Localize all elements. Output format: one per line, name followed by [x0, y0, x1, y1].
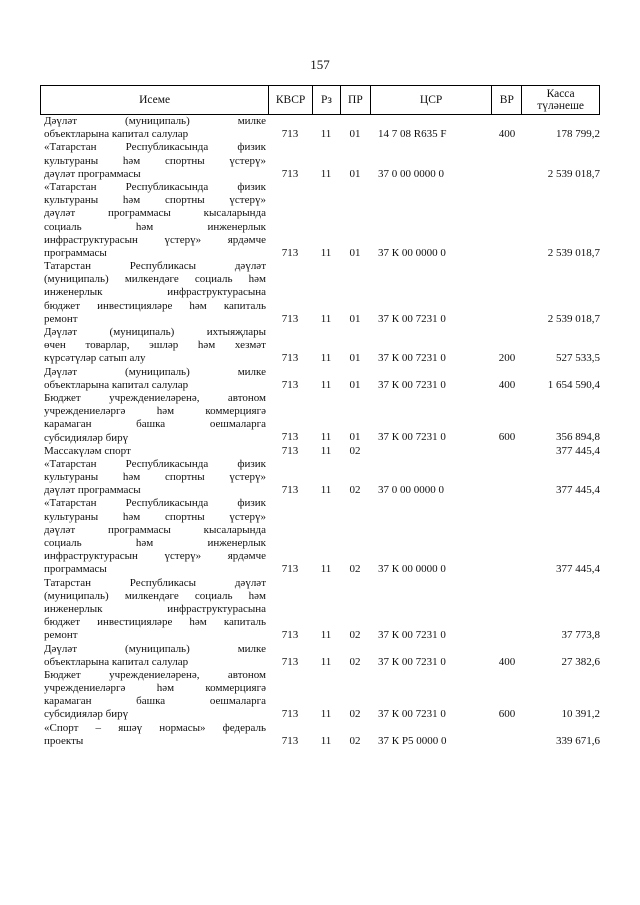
row-name-line: учреждениеләргә һәм коммерциягә — [44, 682, 266, 695]
page-number: 157 — [310, 57, 330, 72]
row-pr: 01 — [349, 431, 361, 444]
row-name — [40, 181, 268, 260]
row-pr: 02 — [349, 629, 361, 642]
table-row — [40, 577, 600, 643]
table-row — [40, 366, 600, 392]
row-name-line: (муниципаль) милкендәге социаль һәм — [44, 273, 266, 286]
row-amount: 339 671,6 — [556, 734, 600, 747]
row-amount: 178 799,2 — [556, 128, 600, 141]
row-pr: 02 — [349, 484, 361, 497]
row-name — [40, 445, 268, 458]
row-name-line: культураны һәм спортны үстерү» — [44, 510, 266, 523]
row-kvsr: 713 — [281, 484, 299, 497]
row-rz: 11 — [320, 444, 332, 457]
row-name-line: Дәүләт (муниципаль) милке — [44, 365, 266, 378]
row-amount: 2 539 018,7 — [547, 246, 600, 259]
table-row — [40, 181, 600, 260]
row-amount: 377 445,4 — [556, 563, 600, 576]
row-amount: 527 533,5 — [556, 352, 600, 365]
table-row — [40, 722, 600, 748]
row-csr: 37 0 00 0000 0 — [378, 484, 444, 497]
row-csr: 37 К 00 7231 0 — [378, 708, 446, 721]
row-name-line: Бюджет учреждениеләренә, автоном — [44, 668, 266, 681]
header-amount-line2: түләнеше — [537, 100, 585, 112]
row-name-line: дәүләт программасы кысаларында — [44, 523, 266, 536]
row-name-line: культураны һәм спортны үстерү» — [44, 194, 266, 207]
table-row — [40, 326, 600, 366]
header-vr: ВР — [491, 86, 521, 114]
row-name-line: карамаган башка оешмаларга — [44, 418, 266, 431]
row-name — [40, 392, 268, 445]
row-name — [40, 458, 268, 498]
row-name-line: Татарстан Республикасы дәүләт — [44, 260, 266, 273]
row-name — [40, 366, 268, 392]
header-amount — [521, 86, 599, 114]
header-amount-line1: Касса — [546, 88, 575, 100]
row-name-line: өчен товарлар, эшләр һәм хезмәт — [44, 339, 266, 352]
row-rz: 11 — [320, 246, 332, 259]
row-pr: 01 — [349, 246, 361, 259]
row-name-line: (муниципаль) милкендәге социаль һәм — [44, 589, 266, 602]
row-rz: 11 — [320, 128, 332, 141]
header-kvsr: КВСР — [268, 86, 312, 114]
row-name-line: Массакүләм спорт — [44, 444, 131, 457]
row-name — [40, 115, 268, 141]
row-name-line: инженерлык инфраструктурасына — [44, 602, 266, 615]
budget-table — [40, 85, 600, 748]
row-name-line: дәүләт программасы — [44, 167, 141, 180]
row-name — [40, 141, 268, 181]
row-rz: 11 — [320, 431, 332, 444]
row-name-line: ремонт — [44, 629, 78, 642]
row-csr: 37 К 00 7231 0 — [378, 312, 446, 325]
row-name-line: инфраструктурасын үстерү» ярдәмче — [44, 233, 266, 246]
row-pr: 01 — [349, 312, 361, 325]
row-vr: 400 — [498, 655, 516, 668]
header-csr: ЦСР — [370, 86, 492, 114]
row-name-line: учреждениеләргә һәм коммерциягә — [44, 405, 266, 418]
row-vr: 400 — [498, 378, 516, 391]
table-row — [40, 445, 600, 458]
row-csr: 37 К 00 7231 0 — [378, 378, 446, 391]
table-row — [40, 669, 600, 722]
row-name-line: программасы — [44, 246, 107, 259]
row-pr: 01 — [349, 167, 361, 180]
table-row — [40, 260, 600, 326]
row-vr: 600 — [498, 431, 516, 444]
row-name-line: социаль һәм инженерлык — [44, 537, 266, 550]
row-name-line: Татарстан Республикасы дәүләт — [44, 576, 266, 589]
row-kvsr: 713 — [281, 352, 299, 365]
row-name-line: инженерлык инфраструктурасына — [44, 286, 266, 299]
row-rz: 11 — [320, 708, 332, 721]
row-name-line: Бюджет учреждениеләренә, автоном — [44, 391, 266, 404]
row-rz: 11 — [320, 563, 332, 576]
row-name-line: объектларына капитал салулар — [44, 128, 189, 141]
row-kvsr: 713 — [281, 312, 299, 325]
row-name — [40, 497, 268, 576]
row-vr: 400 — [498, 128, 516, 141]
header-pr: ПР — [340, 86, 370, 114]
row-name-line: культураны һәм спортны үстерү» — [44, 154, 266, 167]
row-rz: 11 — [320, 352, 332, 365]
table-row — [40, 643, 600, 669]
row-name-line: күрсәтүләр сатып алу — [44, 352, 146, 365]
row-amount: 27 382,6 — [561, 655, 600, 668]
row-csr: 37 К 00 0000 0 — [378, 246, 446, 259]
row-rz: 11 — [320, 167, 332, 180]
row-csr: 37 К 00 7231 0 — [378, 352, 446, 365]
row-name — [40, 577, 268, 643]
row-amount: 37 773,8 — [561, 629, 600, 642]
row-csr: 37 К 00 7231 0 — [378, 655, 446, 668]
row-amount: 2 539 018,7 — [547, 312, 600, 325]
row-kvsr: 713 — [281, 444, 299, 457]
row-pr: 01 — [349, 352, 361, 365]
row-csr: 37 К 00 0000 0 — [378, 563, 446, 576]
row-name-line: объектларына капитал салулар — [44, 378, 189, 391]
row-pr: 01 — [349, 378, 361, 391]
row-name-line: «Татарстан Республикасында физик — [44, 180, 266, 193]
row-name — [40, 722, 268, 748]
table-row — [40, 458, 600, 498]
row-pr: 02 — [349, 655, 361, 668]
row-kvsr: 713 — [281, 734, 299, 747]
table-row — [40, 497, 600, 576]
row-vr: 600 — [498, 708, 516, 721]
row-name-line: «Спорт – яшәү нормасы» федераль — [44, 721, 266, 734]
row-name-line: инфраструктурасын үстерү» ярдәмче — [44, 550, 266, 563]
table-row — [40, 392, 600, 445]
row-name — [40, 326, 268, 366]
row-pr: 02 — [349, 734, 361, 747]
header-rz: Рз — [312, 86, 340, 114]
row-kvsr: 713 — [281, 629, 299, 642]
row-amount: 377 445,4 — [556, 444, 600, 457]
row-pr: 01 — [349, 128, 361, 141]
row-rz: 11 — [320, 629, 332, 642]
row-name-line: субсидияләр бирү — [44, 708, 129, 721]
row-name-line: культураны һәм спортны үстерү» — [44, 471, 266, 484]
row-kvsr: 713 — [281, 655, 299, 668]
row-name-line: ремонт — [44, 312, 78, 325]
row-name-line: «Татарстан Республикасында физик — [44, 497, 266, 510]
row-csr: 37 0 00 0000 0 — [378, 167, 444, 180]
row-name — [40, 669, 268, 722]
row-name-line: дәүләт программасы кысаларында — [44, 207, 266, 220]
row-rz: 11 — [320, 734, 332, 747]
row-name-line: объектларына капитал салулар — [44, 655, 189, 668]
row-name-line: карамаган башка оешмаларга — [44, 695, 266, 708]
table-header — [40, 85, 600, 115]
row-csr: 37 К 00 7231 0 — [378, 629, 446, 642]
row-name — [40, 643, 268, 669]
table-row — [40, 141, 600, 181]
row-pr: 02 — [349, 563, 361, 576]
row-name-line: «Татарстан Республикасында физик — [44, 141, 266, 154]
row-rz: 11 — [320, 655, 332, 668]
row-name-line: бюджет инвестицияләре һәм капиталь — [44, 299, 266, 312]
row-name-line: бюджет инвестицияләре һәм капиталь — [44, 616, 266, 629]
row-vr: 200 — [498, 352, 516, 365]
table-row — [40, 115, 600, 141]
row-name-line: дәүләт программасы — [44, 484, 141, 497]
row-kvsr: 713 — [281, 431, 299, 444]
row-name-line: «Татарстан Республикасында физик — [44, 457, 266, 470]
table-body — [40, 115, 600, 748]
row-amount: 377 445,4 — [556, 484, 600, 497]
row-name-line: Дәүләт (муниципаль) милке — [44, 115, 266, 127]
row-amount: 2 539 018,7 — [547, 167, 600, 180]
row-kvsr: 713 — [281, 167, 299, 180]
row-kvsr: 713 — [281, 246, 299, 259]
row-csr: 37 К Р5 0000 0 — [378, 734, 447, 747]
row-csr: 37 К 00 7231 0 — [378, 431, 446, 444]
row-name-line: Дәүләт (муниципаль) милке — [44, 642, 266, 655]
row-rz: 11 — [320, 312, 332, 325]
row-amount: 1 654 590,4 — [547, 378, 600, 391]
row-name-line: программасы — [44, 563, 107, 576]
row-amount: 356 894,8 — [556, 431, 600, 444]
row-pr: 02 — [349, 708, 361, 721]
row-amount: 10 391,2 — [561, 708, 600, 721]
row-name-line: субсидияләр бирү — [44, 431, 129, 444]
header-name: Исеме — [139, 94, 171, 106]
row-name — [40, 260, 268, 326]
row-name-line: социаль һәм инженерлык — [44, 220, 266, 233]
row-name-line: проекты — [44, 734, 84, 747]
row-kvsr: 713 — [281, 708, 299, 721]
row-csr: 14 7 08 R635 F — [378, 128, 447, 141]
row-kvsr: 713 — [281, 563, 299, 576]
row-rz: 11 — [320, 378, 332, 391]
row-kvsr: 713 — [281, 378, 299, 391]
row-rz: 11 — [320, 484, 332, 497]
row-kvsr: 713 — [281, 128, 299, 141]
row-pr: 02 — [349, 444, 361, 457]
row-name-line: Дәүләт (муниципаль) ихтыяҗлары — [44, 326, 266, 338]
